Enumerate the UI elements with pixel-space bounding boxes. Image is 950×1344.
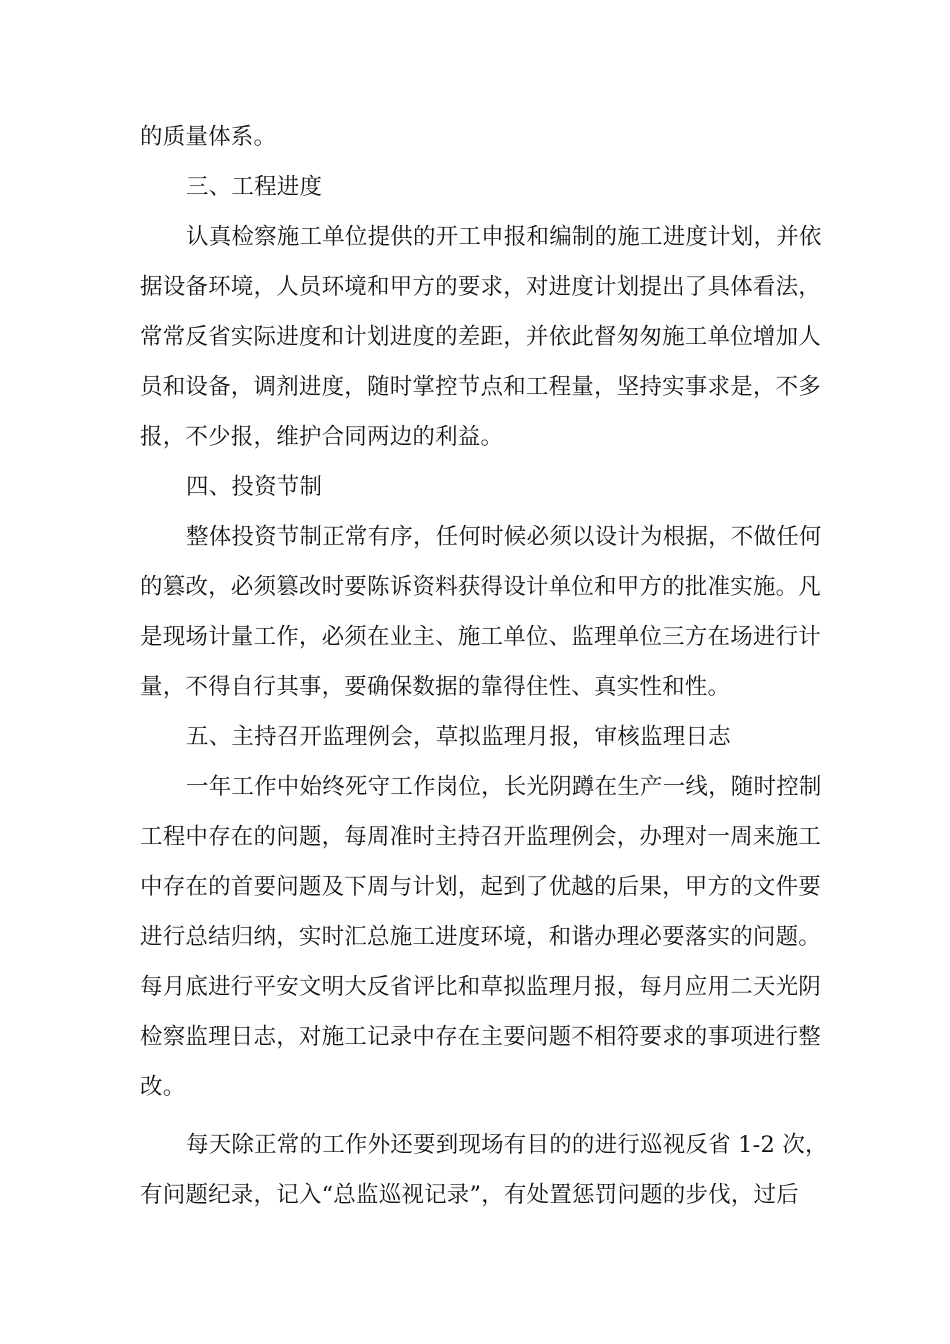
paragraph-line: 检察监理日志，对施工记录中存在主要问题不相符要求的事项进行整 <box>140 1024 822 1050</box>
paragraph-line: 的篡改，必须篡改时要陈诉资料获得设计单位和甲方的批准实施。凡 <box>140 574 822 600</box>
paragraph-line: 每天除正常的工作外还要到现场有目的的进行巡视反省 1-2 次， <box>186 1132 828 1158</box>
paragraph-line: 是现场计量工作，必须在业主、施工单位、监理单位三方在场进行计 <box>140 624 822 650</box>
paragraph-line: 据设备环境，人员环境和甲方的要求，对进度计划提出了具体看法， <box>140 274 822 300</box>
section-heading-meetings: 五、主持召开监理例会，草拟监理月报，审核监理日志 <box>186 724 731 750</box>
paragraph-line: 进行总结归纳，实时汇总施工进度环境，和谐办理必要落实的问题。 <box>140 924 822 950</box>
paragraph-line: 一年工作中始终死守工作岗位，长光阴蹲在生产一线，随时控制 <box>186 774 822 800</box>
section-heading-investment: 四、投资节制 <box>186 474 323 500</box>
paragraph-line: 报，不少报，维护合同两边的利益。 <box>140 424 504 450</box>
section-heading-progress: 三、工程进度 <box>186 174 323 200</box>
paragraph-line: 认真检察施工单位提供的开工申报和编制的施工进度计划，并依 <box>186 224 822 250</box>
paragraph-line: 工程中存在的问题，每周准时主持召开监理例会，办理对一周来施工 <box>140 824 822 850</box>
paragraph-line: 整体投资节制正常有序，任何时候必须以设计为根据，不做任何 <box>186 524 822 550</box>
paragraph-line: 每月底进行平安文明大反省评比和草拟监理月报，每月应用二天光阴 <box>140 974 822 1000</box>
paragraph-line: 改。 <box>140 1074 186 1100</box>
paragraph-line: 量，不得自行其事，要确保数据的靠得住性、真实性和性。 <box>140 674 731 700</box>
paragraph-line: 有问题纪录，记入“总监巡视记录”，有处置惩罚问题的步伐，过后 <box>140 1182 800 1208</box>
paragraph-line: 常常反省实际进度和计划进度的差距，并依此督匆匆施工单位增加人 <box>140 324 822 350</box>
paragraph-line: 员和设备，调剂进度，随时掌控节点和工程量，坚持实事求是，不多 <box>140 374 822 400</box>
document-body <box>140 112 828 1220</box>
paragraph-line: 的质量体系。 <box>140 124 277 150</box>
paragraph-line: 中存在的首要问题及下周与计划，起到了优越的后果，甲方的文件要 <box>140 874 822 900</box>
